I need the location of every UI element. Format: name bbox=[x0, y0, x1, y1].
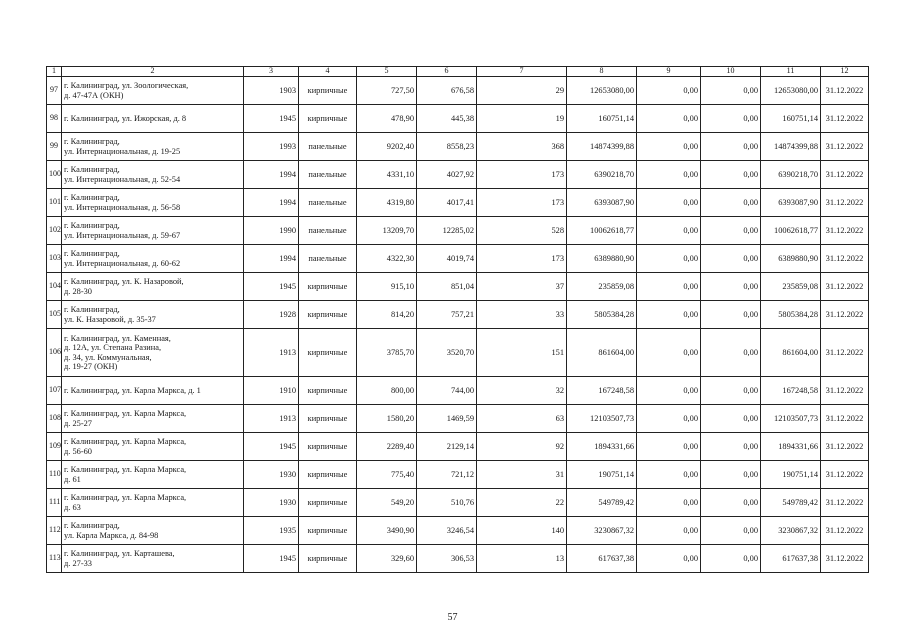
table-body bbox=[47, 77, 869, 573]
year-cell: 1945 bbox=[244, 545, 299, 573]
total-cost-cell: 6390218,70 bbox=[567, 161, 637, 189]
column-11-cell: 549789,42 bbox=[761, 489, 821, 517]
year-cell: 1945 bbox=[244, 433, 299, 461]
address-line: д. 19-27 (ОКН) bbox=[64, 361, 118, 371]
address-cell bbox=[62, 461, 244, 489]
table-row bbox=[47, 189, 869, 217]
column-10-cell: 0,00 bbox=[701, 189, 761, 217]
living-area-cell: 744,00 bbox=[417, 377, 477, 405]
total-area-cell: 4319,80 bbox=[357, 189, 417, 217]
total-cost-cell: 6389880,90 bbox=[567, 245, 637, 273]
year-cell: 1990 bbox=[244, 217, 299, 245]
column-10-cell: 0,00 bbox=[701, 133, 761, 161]
residents-cell: 173 bbox=[477, 189, 567, 217]
year-cell: 1913 bbox=[244, 405, 299, 433]
address-cell bbox=[62, 105, 244, 133]
address-line: г. Калининград, ул. Карла Маркса, д. 1 bbox=[64, 385, 201, 395]
residents-cell: 173 bbox=[477, 245, 567, 273]
address-cell bbox=[62, 133, 244, 161]
residents-cell: 140 bbox=[477, 517, 567, 545]
column-11-cell: 12103507,73 bbox=[761, 405, 821, 433]
table-row bbox=[47, 517, 869, 545]
address-line: д. 27-33 bbox=[64, 558, 92, 568]
address-cell bbox=[62, 489, 244, 517]
wall-material-cell: панельные bbox=[299, 161, 357, 189]
address-cell bbox=[62, 161, 244, 189]
column-10-cell: 0,00 bbox=[701, 433, 761, 461]
column-11-cell: 6393087,90 bbox=[761, 189, 821, 217]
address-line: г. Калининград, ул. Зоологическая, bbox=[64, 81, 189, 91]
residents-cell: 37 bbox=[477, 273, 567, 301]
year-cell: 1930 bbox=[244, 489, 299, 517]
total-area-cell: 3490,90 bbox=[357, 517, 417, 545]
living-area-cell: 721,12 bbox=[417, 461, 477, 489]
year-cell: 1935 bbox=[244, 517, 299, 545]
date-cell: 31.12.2022 bbox=[821, 105, 869, 133]
address-line: г. Калининград, bbox=[64, 193, 120, 203]
total-cost-cell: 167248,58 bbox=[567, 377, 637, 405]
column-9-cell: 0,00 bbox=[637, 545, 701, 573]
wall-material-cell: панельные bbox=[299, 245, 357, 273]
date-cell: 31.12.2022 bbox=[821, 433, 869, 461]
column-10-cell: 0,00 bbox=[701, 329, 761, 377]
column-number-5: 5 bbox=[357, 67, 417, 77]
column-number-6: 6 bbox=[417, 67, 477, 77]
total-area-cell: 775,40 bbox=[357, 461, 417, 489]
total-cost-cell: 12653080,00 bbox=[567, 77, 637, 105]
total-cost-cell: 14874399,88 bbox=[567, 133, 637, 161]
column-10-cell: 0,00 bbox=[701, 217, 761, 245]
residents-cell: 63 bbox=[477, 405, 567, 433]
address-line: ул. Интернациональная, д. 52-54 bbox=[64, 174, 181, 184]
column-10-cell: 0,00 bbox=[701, 545, 761, 573]
row-number-cell: 102 bbox=[47, 217, 62, 245]
address-line: г. Калининград, ул. Карла Маркса, bbox=[64, 409, 187, 419]
column-10-cell: 0,00 bbox=[701, 489, 761, 517]
address-line: г. Калининград, ул. Карла Маркса, bbox=[64, 465, 187, 475]
column-9-cell: 0,00 bbox=[637, 301, 701, 329]
row-number-cell: 106 bbox=[47, 329, 62, 377]
total-area-cell: 4322,30 bbox=[357, 245, 417, 273]
living-area-cell: 12285,02 bbox=[417, 217, 477, 245]
date-cell: 31.12.2022 bbox=[821, 273, 869, 301]
table-row bbox=[47, 405, 869, 433]
total-cost-cell: 235859,08 bbox=[567, 273, 637, 301]
address-line: д. 63 bbox=[64, 502, 81, 512]
address-line: ул. Интернациональная, д. 60-62 bbox=[64, 258, 181, 268]
page-number: 57 bbox=[447, 612, 458, 623]
address-cell bbox=[62, 329, 244, 377]
table-row bbox=[47, 105, 869, 133]
date-cell: 31.12.2022 bbox=[821, 489, 869, 517]
date-cell: 31.12.2022 bbox=[821, 245, 869, 273]
row-number-cell: 103 bbox=[47, 245, 62, 273]
residents-cell: 19 bbox=[477, 105, 567, 133]
column-11-cell: 6389880,90 bbox=[761, 245, 821, 273]
total-cost-cell: 549789,42 bbox=[567, 489, 637, 517]
year-cell: 1913 bbox=[244, 329, 299, 377]
column-11-cell: 3230867,32 bbox=[761, 517, 821, 545]
column-number-10: 10 bbox=[701, 67, 761, 77]
table-row bbox=[47, 273, 869, 301]
address-line: ул. К. Назаровой, д. 35-37 bbox=[64, 314, 156, 324]
row-number-cell: 104 bbox=[47, 273, 62, 301]
address-line: г. Калининград, bbox=[64, 137, 120, 147]
year-cell: 1928 bbox=[244, 301, 299, 329]
date-cell: 31.12.2022 bbox=[821, 189, 869, 217]
year-cell: 1930 bbox=[244, 461, 299, 489]
column-number-11: 11 bbox=[761, 67, 821, 77]
address-line: д. 56-60 bbox=[64, 446, 92, 456]
row-number-cell: 105 bbox=[47, 301, 62, 329]
column-11-cell: 12653080,00 bbox=[761, 77, 821, 105]
row-number-cell: 112 bbox=[47, 517, 62, 545]
column-number-7: 7 bbox=[477, 67, 567, 77]
column-10-cell: 0,00 bbox=[701, 461, 761, 489]
address-line: д. 61 bbox=[64, 474, 81, 484]
address-cell bbox=[62, 545, 244, 573]
total-cost-cell: 10062618,77 bbox=[567, 217, 637, 245]
column-9-cell: 0,00 bbox=[637, 161, 701, 189]
column-10-cell: 0,00 bbox=[701, 161, 761, 189]
table-row bbox=[47, 433, 869, 461]
column-11-cell: 6390218,70 bbox=[761, 161, 821, 189]
column-9-cell: 0,00 bbox=[637, 433, 701, 461]
total-area-cell: 915,10 bbox=[357, 273, 417, 301]
year-cell: 1945 bbox=[244, 105, 299, 133]
column-11-cell: 10062618,77 bbox=[761, 217, 821, 245]
wall-material-cell: кирпичные bbox=[299, 77, 357, 105]
year-cell: 1903 bbox=[244, 77, 299, 105]
address-line: ул. Карла Маркса, д. 84-98 bbox=[64, 530, 159, 540]
wall-material-cell: кирпичные bbox=[299, 273, 357, 301]
column-number-4: 4 bbox=[299, 67, 357, 77]
date-cell: 31.12.2022 bbox=[821, 517, 869, 545]
wall-material-cell: кирпичные bbox=[299, 461, 357, 489]
wall-material-cell: кирпичные bbox=[299, 489, 357, 517]
table-row bbox=[47, 77, 869, 105]
residents-cell: 33 bbox=[477, 301, 567, 329]
residents-cell: 32 bbox=[477, 377, 567, 405]
living-area-cell: 851,04 bbox=[417, 273, 477, 301]
row-number-cell: 110 bbox=[47, 461, 62, 489]
column-10-cell: 0,00 bbox=[701, 105, 761, 133]
year-cell: 1993 bbox=[244, 133, 299, 161]
row-number-cell: 113 bbox=[47, 545, 62, 573]
wall-material-cell: кирпичные bbox=[299, 329, 357, 377]
column-9-cell: 0,00 bbox=[637, 405, 701, 433]
table-row bbox=[47, 245, 869, 273]
wall-material-cell: панельные bbox=[299, 217, 357, 245]
column-number-3: 3 bbox=[244, 67, 299, 77]
column-9-cell: 0,00 bbox=[637, 273, 701, 301]
living-area-cell: 445,38 bbox=[417, 105, 477, 133]
address-line: ул. Интернациональная, д. 59-67 bbox=[64, 230, 181, 240]
address-line: д. 47-47А (ОКН) bbox=[64, 90, 124, 100]
row-number-cell: 111 bbox=[47, 489, 62, 517]
living-area-cell: 2129,14 bbox=[417, 433, 477, 461]
total-cost-cell: 617637,38 bbox=[567, 545, 637, 573]
wall-material-cell: кирпичные bbox=[299, 433, 357, 461]
column-9-cell: 0,00 bbox=[637, 77, 701, 105]
address-line: д. 12А, ул. Степана Разина, bbox=[64, 343, 162, 353]
table-row bbox=[47, 377, 869, 405]
row-number-cell: 100 bbox=[47, 161, 62, 189]
living-area-cell: 757,21 bbox=[417, 301, 477, 329]
table-row bbox=[47, 301, 869, 329]
date-cell: 31.12.2022 bbox=[821, 329, 869, 377]
wall-material-cell: панельные bbox=[299, 133, 357, 161]
address-cell bbox=[62, 245, 244, 273]
column-number-2: 2 bbox=[62, 67, 244, 77]
address-cell bbox=[62, 77, 244, 105]
column-9-cell: 0,00 bbox=[637, 489, 701, 517]
residents-cell: 31 bbox=[477, 461, 567, 489]
column-9-cell: 0,00 bbox=[637, 461, 701, 489]
column-10-cell: 0,00 bbox=[701, 405, 761, 433]
row-number-cell: 109 bbox=[47, 433, 62, 461]
address-line: г. Калининград, bbox=[64, 249, 120, 259]
total-cost-cell: 160751,14 bbox=[567, 105, 637, 133]
wall-material-cell: кирпичные bbox=[299, 301, 357, 329]
living-area-cell: 510,76 bbox=[417, 489, 477, 517]
column-number-row bbox=[47, 67, 869, 77]
address-line: д. 25-27 bbox=[64, 418, 92, 428]
total-cost-cell: 861604,00 bbox=[567, 329, 637, 377]
table-row bbox=[47, 461, 869, 489]
column-10-cell: 0,00 bbox=[701, 517, 761, 545]
column-10-cell: 0,00 bbox=[701, 77, 761, 105]
column-10-cell: 0,00 bbox=[701, 273, 761, 301]
column-11-cell: 617637,38 bbox=[761, 545, 821, 573]
column-10-cell: 0,00 bbox=[701, 245, 761, 273]
address-line: г. Калининград, bbox=[64, 221, 120, 231]
address-line: г. Калининград, bbox=[64, 165, 120, 175]
address-cell bbox=[62, 433, 244, 461]
year-cell: 1994 bbox=[244, 189, 299, 217]
housing-register-table bbox=[46, 66, 869, 573]
column-11-cell: 14874399,88 bbox=[761, 133, 821, 161]
date-cell: 31.12.2022 bbox=[821, 133, 869, 161]
residents-cell: 528 bbox=[477, 217, 567, 245]
address-cell bbox=[62, 517, 244, 545]
row-number-cell: 101 bbox=[47, 189, 62, 217]
wall-material-cell: кирпичные bbox=[299, 545, 357, 573]
address-line: г. Калининград, ул. Карташева, bbox=[64, 549, 175, 559]
total-area-cell: 2289,40 bbox=[357, 433, 417, 461]
column-11-cell: 235859,08 bbox=[761, 273, 821, 301]
column-9-cell: 0,00 bbox=[637, 377, 701, 405]
column-number-1: 1 bbox=[47, 67, 62, 77]
residents-cell: 92 bbox=[477, 433, 567, 461]
address-line: г. Калининград, ул. Карла Маркса, bbox=[64, 493, 187, 503]
table-row bbox=[47, 545, 869, 573]
column-11-cell: 167248,58 bbox=[761, 377, 821, 405]
column-9-cell: 0,00 bbox=[637, 133, 701, 161]
total-area-cell: 1580,20 bbox=[357, 405, 417, 433]
column-9-cell: 0,00 bbox=[637, 245, 701, 273]
address-cell bbox=[62, 377, 244, 405]
row-number-cell: 98 bbox=[47, 105, 62, 133]
address-cell bbox=[62, 301, 244, 329]
living-area-cell: 3520,70 bbox=[417, 329, 477, 377]
address-line: г. Калининград, ул. К. Назаровой, bbox=[64, 277, 184, 287]
total-area-cell: 478,90 bbox=[357, 105, 417, 133]
date-cell: 31.12.2022 bbox=[821, 301, 869, 329]
total-cost-cell: 1894331,66 bbox=[567, 433, 637, 461]
row-number-cell: 107 bbox=[47, 377, 62, 405]
total-area-cell: 549,20 bbox=[357, 489, 417, 517]
residents-cell: 368 bbox=[477, 133, 567, 161]
total-area-cell: 9202,40 bbox=[357, 133, 417, 161]
living-area-cell: 676,58 bbox=[417, 77, 477, 105]
table-row bbox=[47, 217, 869, 245]
year-cell: 1994 bbox=[244, 245, 299, 273]
address-line: ул. Интернациональная, д. 56-58 bbox=[64, 202, 181, 212]
wall-material-cell: кирпичные bbox=[299, 105, 357, 133]
living-area-cell: 8558,23 bbox=[417, 133, 477, 161]
total-area-cell: 329,60 bbox=[357, 545, 417, 573]
wall-material-cell: кирпичные bbox=[299, 517, 357, 545]
living-area-cell: 4017,41 bbox=[417, 189, 477, 217]
column-9-cell: 0,00 bbox=[637, 105, 701, 133]
address-line: г. Калининград, bbox=[64, 521, 120, 531]
date-cell: 31.12.2022 bbox=[821, 377, 869, 405]
table-row bbox=[47, 489, 869, 517]
total-cost-cell: 5805384,28 bbox=[567, 301, 637, 329]
column-number-9: 9 bbox=[637, 67, 701, 77]
date-cell: 31.12.2022 bbox=[821, 405, 869, 433]
living-area-cell: 306,53 bbox=[417, 545, 477, 573]
residents-cell: 22 bbox=[477, 489, 567, 517]
date-cell: 31.12.2022 bbox=[821, 217, 869, 245]
year-cell: 1994 bbox=[244, 161, 299, 189]
column-11-cell: 861604,00 bbox=[761, 329, 821, 377]
address-line: д. 34, ул. Коммунальная, bbox=[64, 352, 152, 362]
year-cell: 1910 bbox=[244, 377, 299, 405]
table-row bbox=[47, 329, 869, 377]
row-number-cell: 97 bbox=[47, 77, 62, 105]
address-line: г. Калининград, ул. Ижорская, д. 8 bbox=[64, 113, 187, 123]
column-9-cell: 0,00 bbox=[637, 517, 701, 545]
total-area-cell: 727,50 bbox=[357, 77, 417, 105]
table-row bbox=[47, 133, 869, 161]
residents-cell: 173 bbox=[477, 161, 567, 189]
wall-material-cell: кирпичные bbox=[299, 377, 357, 405]
living-area-cell: 4027,92 bbox=[417, 161, 477, 189]
table-row bbox=[47, 161, 869, 189]
residents-cell: 29 bbox=[477, 77, 567, 105]
date-cell: 31.12.2022 bbox=[821, 461, 869, 489]
column-11-cell: 5805384,28 bbox=[761, 301, 821, 329]
column-9-cell: 0,00 bbox=[637, 329, 701, 377]
column-10-cell: 0,00 bbox=[701, 301, 761, 329]
address-cell bbox=[62, 217, 244, 245]
total-cost-cell: 6393087,90 bbox=[567, 189, 637, 217]
address-cell bbox=[62, 405, 244, 433]
living-area-cell: 1469,59 bbox=[417, 405, 477, 433]
total-area-cell: 13209,70 bbox=[357, 217, 417, 245]
wall-material-cell: кирпичные bbox=[299, 405, 357, 433]
living-area-cell: 4019,74 bbox=[417, 245, 477, 273]
column-number-8: 8 bbox=[567, 67, 637, 77]
column-10-cell: 0,00 bbox=[701, 377, 761, 405]
date-cell: 31.12.2022 bbox=[821, 77, 869, 105]
column-11-cell: 160751,14 bbox=[761, 105, 821, 133]
row-number-cell: 108 bbox=[47, 405, 62, 433]
living-area-cell: 3246,54 bbox=[417, 517, 477, 545]
column-11-cell: 1894331,66 bbox=[761, 433, 821, 461]
wall-material-cell: панельные bbox=[299, 189, 357, 217]
date-cell: 31.12.2022 bbox=[821, 161, 869, 189]
address-line: д. 28-30 bbox=[64, 286, 92, 296]
total-area-cell: 800,00 bbox=[357, 377, 417, 405]
address-line: г. Калининград, ул. Карла Маркса, bbox=[64, 437, 187, 447]
total-area-cell: 3785,70 bbox=[357, 329, 417, 377]
address-line: г. Калининград, ул. Каменная, bbox=[64, 334, 171, 344]
date-cell: 31.12.2022 bbox=[821, 545, 869, 573]
column-9-cell: 0,00 bbox=[637, 189, 701, 217]
row-number-cell: 99 bbox=[47, 133, 62, 161]
year-cell: 1945 bbox=[244, 273, 299, 301]
residents-cell: 13 bbox=[477, 545, 567, 573]
total-cost-cell: 3230867,32 bbox=[567, 517, 637, 545]
total-cost-cell: 12103507,73 bbox=[567, 405, 637, 433]
column-9-cell: 0,00 bbox=[637, 217, 701, 245]
total-area-cell: 4331,10 bbox=[357, 161, 417, 189]
address-line: ул. Интернациональная, д. 19-25 bbox=[64, 146, 181, 156]
address-line: г. Калининград, bbox=[64, 305, 120, 315]
residents-cell: 151 bbox=[477, 329, 567, 377]
total-cost-cell: 190751,14 bbox=[567, 461, 637, 489]
column-number-12: 12 bbox=[821, 67, 869, 77]
address-cell bbox=[62, 273, 244, 301]
column-11-cell: 190751,14 bbox=[761, 461, 821, 489]
total-area-cell: 814,20 bbox=[357, 301, 417, 329]
address-cell bbox=[62, 189, 244, 217]
